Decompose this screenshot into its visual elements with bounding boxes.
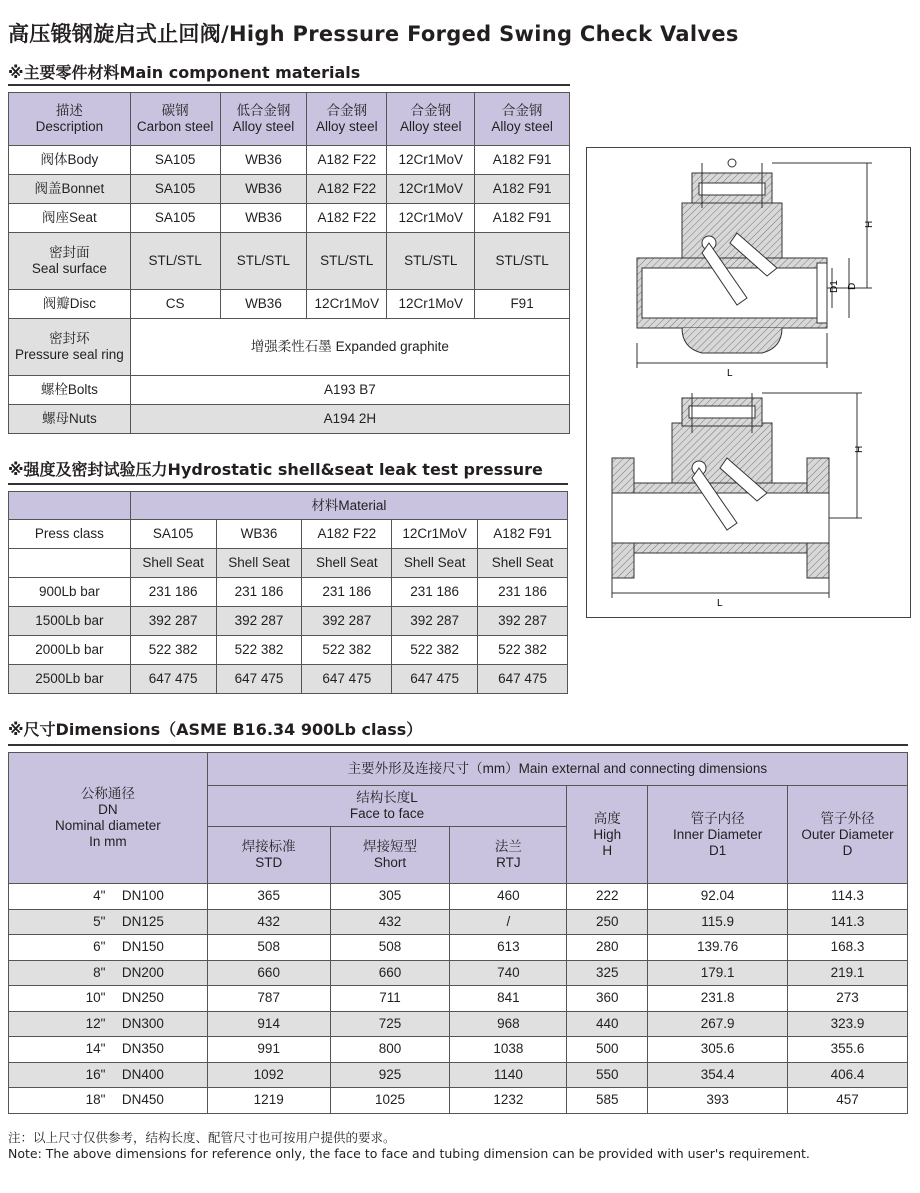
row-label: 密封面 Seal surface [9, 233, 131, 290]
span-cell: A194 2H [130, 405, 569, 434]
inch-value: 5" [93, 913, 106, 929]
table-row [9, 290, 570, 319]
cell: 647 475 [130, 665, 216, 694]
cell-d: 168.3 [788, 935, 908, 961]
table-row [9, 376, 570, 405]
table-row [9, 319, 570, 376]
cell-short: 925 [330, 1062, 450, 1088]
dim-l-label: L [727, 368, 733, 379]
dim-d1-label: D1 [829, 280, 840, 293]
table-row [9, 960, 908, 986]
cell: WB36 [220, 204, 307, 233]
table-row [9, 1062, 908, 1088]
hdr-face: 结构长度L Face to face [207, 786, 567, 827]
cell: 392 287 [130, 607, 216, 636]
nominal-cell [9, 1062, 208, 1088]
cell: STL/STL [220, 233, 307, 290]
cell-std: 1092 [207, 1062, 330, 1088]
cell-d1: 231.8 [648, 986, 788, 1012]
note-en: Note: The above dimensions for reference only, the face to face and tubing dimension can be provided with user's requirement. [8, 1146, 810, 1161]
cell: WB36 [220, 290, 307, 319]
cell: 392 287 [216, 607, 302, 636]
inch-value: 4" [93, 888, 106, 904]
inch-value: 16" [85, 1066, 106, 1082]
cell-h: 280 [567, 935, 648, 961]
inch-value: 12" [85, 1015, 106, 1031]
cell: STL/STL [475, 233, 570, 290]
cell-short: 305 [330, 884, 450, 910]
cell-short: 711 [330, 986, 450, 1012]
table-row [9, 405, 570, 434]
dimensions-rule [8, 744, 908, 746]
table-row [9, 665, 568, 694]
cell-h: 440 [567, 1011, 648, 1037]
pressure-heading: ※强度及密封试验压力Hydrostatic shell&seat leak test pressure [8, 460, 543, 479]
cell-d: 273 [788, 986, 908, 1012]
cell-d1: 393 [648, 1088, 788, 1114]
materials-heading: ※主要零件材料Main component materials [8, 63, 361, 82]
hdr-high: 高度 High H [567, 786, 648, 884]
nominal-cell [9, 1037, 208, 1063]
cell-d: 355.6 [788, 1037, 908, 1063]
inch-value: 10" [85, 990, 106, 1006]
cell: 231 186 [478, 578, 568, 607]
cell-rtj: 968 [450, 1011, 567, 1037]
shell-seat-label: Shell Seat [302, 549, 392, 578]
cell-rtj: 1140 [450, 1062, 567, 1088]
cell: 647 475 [302, 665, 392, 694]
inch-value: 14" [85, 1041, 106, 1057]
hdr-nominal: 公称通径 DN Nominal diameter In mm [9, 753, 208, 884]
dn-value: DN300 [121, 1015, 164, 1031]
dn-value: DN250 [121, 990, 164, 1006]
table-row [9, 233, 570, 290]
cell-d1: 115.9 [648, 909, 788, 935]
table-row [9, 909, 908, 935]
press-class: 1500Lb bar [9, 607, 131, 636]
hdr-description: 描述 Description [9, 93, 131, 146]
cell-short: 725 [330, 1011, 450, 1037]
row-label: 阀座Seat [9, 204, 131, 233]
dim-h-label: H [864, 220, 875, 228]
hdr-short: 焊接短型 Short [330, 827, 450, 884]
cell: 522 382 [478, 636, 568, 665]
table-row [9, 1037, 908, 1063]
press-class: 2000Lb bar [9, 636, 131, 665]
table-row [9, 146, 570, 175]
dn-value: DN400 [121, 1066, 164, 1082]
dn-value: DN150 [121, 939, 164, 955]
cell: F91 [475, 290, 570, 319]
cell: STL/STL [130, 233, 220, 290]
dn-value: DN200 [121, 964, 164, 980]
welded-valve-section [637, 159, 875, 379]
nominal-cell [9, 935, 208, 961]
table-row [9, 1088, 908, 1114]
cell-d1: 267.9 [648, 1011, 788, 1037]
dimensions-heading: ※尺寸Dimensions（ASME B16.34 900Lb class） [8, 720, 423, 739]
cell: SA105 [130, 146, 220, 175]
table-row [9, 607, 568, 636]
cell: SA105 [130, 204, 220, 233]
cell: 12Cr1MoV [307, 290, 387, 319]
cell-h: 585 [567, 1088, 648, 1114]
shell-seat-label: Shell Seat [216, 549, 302, 578]
material-row [9, 520, 568, 549]
cell: STL/STL [387, 233, 475, 290]
hdr-main: 主要外形及连接尺寸（mm）Main external and connecting dimensions [207, 753, 907, 786]
cell-std: 914 [207, 1011, 330, 1037]
cell-rtj: 613 [450, 935, 567, 961]
valve-drawing [587, 148, 910, 617]
inch-value: 6" [93, 939, 106, 955]
row-label: 螺母Nuts [9, 405, 131, 434]
cell: 392 287 [478, 607, 568, 636]
cell: CS [130, 290, 220, 319]
material-name: A182 F22 [302, 520, 392, 549]
table-row [9, 204, 570, 233]
row-label: 密封环 Pressure seal ring [9, 319, 131, 376]
cell-h: 500 [567, 1037, 648, 1063]
cell: 522 382 [392, 636, 478, 665]
cell: WB36 [220, 175, 307, 204]
hdr-alloy2: 合金钢 Alloy steel [387, 93, 475, 146]
hdr-alloy1: 合金钢 Alloy steel [307, 93, 387, 146]
dimensions-body [9, 884, 908, 1114]
inch-value: 18" [85, 1092, 106, 1108]
nominal-cell [9, 1088, 208, 1114]
dim-l-label-2: L [717, 598, 723, 609]
cell-d: 114.3 [788, 884, 908, 910]
cell-std: 787 [207, 986, 330, 1012]
cell: A182 F91 [475, 175, 570, 204]
cell-std: 991 [207, 1037, 330, 1063]
cell: 392 287 [302, 607, 392, 636]
cell: 647 475 [478, 665, 568, 694]
cell-h: 250 [567, 909, 648, 935]
dim-d-label: D [847, 282, 858, 290]
materials-rule [8, 84, 570, 86]
row-label: 阀体Body [9, 146, 131, 175]
dn-value: DN100 [121, 888, 164, 904]
cell-d1: 92.04 [648, 884, 788, 910]
cell: 522 382 [216, 636, 302, 665]
cell-h: 550 [567, 1062, 648, 1088]
table-row [9, 175, 570, 204]
cell-rtj: 841 [450, 986, 567, 1012]
nominal-cell [9, 909, 208, 935]
cell-d: 457 [788, 1088, 908, 1114]
press-class-label: Press class [9, 520, 131, 549]
hdr-carbon: 碳钢 Carbon steel [130, 93, 220, 146]
cell-d1: 354.4 [648, 1062, 788, 1088]
cell-std: 660 [207, 960, 330, 986]
hdr-inner: 管子内径 Inner Diameter D1 [648, 786, 788, 884]
cell: STL/STL [307, 233, 387, 290]
nominal-cell [9, 1011, 208, 1037]
cell-d: 219.1 [788, 960, 908, 986]
cell-rtj: 1038 [450, 1037, 567, 1063]
material-label: 材料Material [130, 492, 567, 520]
cell-short: 432 [330, 909, 450, 935]
hdr-rtj: 法兰 RTJ [450, 827, 567, 884]
cell: 522 382 [130, 636, 216, 665]
cell: A182 F91 [475, 204, 570, 233]
dn-value: DN125 [121, 913, 164, 929]
cell: 231 186 [130, 578, 216, 607]
material-name: SA105 [130, 520, 216, 549]
table-row [9, 1011, 908, 1037]
shell-seat-label: Shell Seat [392, 549, 478, 578]
cell-d1: 179.1 [648, 960, 788, 986]
cell-d: 406.4 [788, 1062, 908, 1088]
nominal-cell [9, 884, 208, 910]
cell-rtj: 1232 [450, 1088, 567, 1114]
hdr-outer: 管子外径 Outer Diameter D [788, 786, 908, 884]
pressure-header-row [9, 492, 568, 520]
row-label: 螺栓Bolts [9, 376, 131, 405]
shell-seat-label: Shell Seat [478, 549, 568, 578]
dim-h-label-2: H [854, 445, 865, 453]
cell-short: 508 [330, 935, 450, 961]
hdr-std: 焊接标准 STD [207, 827, 330, 884]
cell: 647 475 [392, 665, 478, 694]
nominal-cell [9, 960, 208, 986]
cell-d1: 139.76 [648, 935, 788, 961]
span-cell: A193 B7 [130, 376, 569, 405]
cell-rtj: 740 [450, 960, 567, 986]
cell: A182 F22 [307, 204, 387, 233]
flanged-valve-section [612, 393, 865, 609]
hdr-alloy3: 合金钢 Alloy steel [475, 93, 570, 146]
table-row [9, 578, 568, 607]
cell: SA105 [130, 175, 220, 204]
materials-header-row [9, 93, 570, 146]
shell-seat-label: Shell Seat [130, 549, 216, 578]
cell-rtj: 460 [450, 884, 567, 910]
press-class: 900Lb bar [9, 578, 131, 607]
table-row [9, 636, 568, 665]
dimensions-table [8, 752, 908, 1114]
cell: A182 F22 [307, 146, 387, 175]
cell-short: 800 [330, 1037, 450, 1063]
valve-diagram [586, 147, 911, 618]
cell: 392 287 [392, 607, 478, 636]
table-row [9, 935, 908, 961]
dn-value: DN350 [121, 1041, 164, 1057]
material-name: WB36 [216, 520, 302, 549]
cell-rtj: / [450, 909, 567, 935]
nominal-cell [9, 986, 208, 1012]
cell: 522 382 [302, 636, 392, 665]
dim-header-row-1 [9, 753, 908, 786]
hdr-lowalloy: 低合金钢 Alloy steel [220, 93, 307, 146]
inch-value: 8" [93, 964, 106, 980]
cell-std: 432 [207, 909, 330, 935]
note-cn: 注：以上尺寸仅供参考，结构长度、配管尺寸也可按用户提供的要求。 [8, 1130, 396, 1145]
cell: A182 F91 [475, 146, 570, 175]
table-row [9, 884, 908, 910]
cell: 231 186 [302, 578, 392, 607]
cell: 12Cr1MoV [387, 175, 475, 204]
pressure-table [8, 491, 568, 694]
material-name: 12Cr1MoV [392, 520, 478, 549]
cell-h: 325 [567, 960, 648, 986]
cell: 231 186 [216, 578, 302, 607]
pressure-rule [8, 483, 568, 485]
cell-short: 660 [330, 960, 450, 986]
table-row [9, 986, 908, 1012]
cell-d: 141.3 [788, 909, 908, 935]
page-title: 高压锻钢旋启式止回阀/High Pressure Forged Swing Check Valves [8, 22, 739, 46]
cell-short: 1025 [330, 1088, 450, 1114]
cell-std: 365 [207, 884, 330, 910]
cell: 647 475 [216, 665, 302, 694]
press-class: 2500Lb bar [9, 665, 131, 694]
cell: 12Cr1MoV [387, 290, 475, 319]
dn-value: DN450 [121, 1092, 164, 1108]
cell: 12Cr1MoV [387, 204, 475, 233]
cell-h: 222 [567, 884, 648, 910]
row-label: 阀瓣Disc [9, 290, 131, 319]
cell: 12Cr1MoV [387, 146, 475, 175]
row-label: 阀盖Bonnet [9, 175, 131, 204]
cell-std: 1219 [207, 1088, 330, 1114]
cell-d1: 305.6 [648, 1037, 788, 1063]
materials-table [8, 92, 570, 434]
shell-seat-row [9, 549, 568, 578]
cell-d: 323.9 [788, 1011, 908, 1037]
cell-std: 508 [207, 935, 330, 961]
cell: WB36 [220, 146, 307, 175]
material-name: A182 F91 [478, 520, 568, 549]
cell: A182 F22 [307, 175, 387, 204]
cell-h: 360 [567, 986, 648, 1012]
span-cell: 增强柔性石墨 Expanded graphite [130, 319, 569, 376]
cell: 231 186 [392, 578, 478, 607]
